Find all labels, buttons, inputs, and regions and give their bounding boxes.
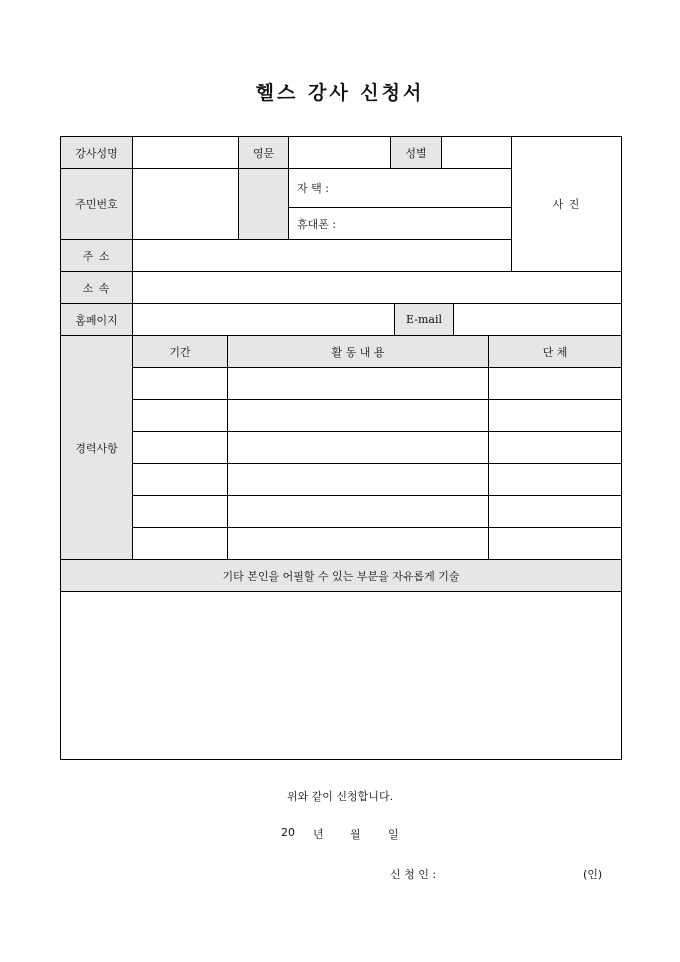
email-field[interactable] xyxy=(453,303,622,336)
career-organization-field[interactable] xyxy=(488,399,622,432)
date-year-unit: 년 xyxy=(313,828,324,841)
gender-field[interactable] xyxy=(441,136,512,169)
applicant-label: 신 청 인 : xyxy=(390,868,437,881)
career-period-field[interactable] xyxy=(132,495,228,528)
career-activity-field[interactable] xyxy=(227,495,489,528)
home-phone-field[interactable]: 자 택 : xyxy=(288,168,512,208)
period-header: 기간 xyxy=(132,335,228,368)
address-label: 주 소 xyxy=(60,239,133,272)
career-organization-field[interactable] xyxy=(488,463,622,496)
homepage-field[interactable] xyxy=(132,303,395,336)
other-textarea[interactable] xyxy=(60,591,622,760)
address-field[interactable] xyxy=(132,239,512,272)
homepage-label: 홈페이지 xyxy=(60,303,133,336)
other-heading: 기타 본인을 어필할 수 있는 부분을 자유롭게 기술 xyxy=(60,559,622,592)
career-period-field[interactable] xyxy=(132,367,228,400)
career-activity-field[interactable] xyxy=(227,399,489,432)
career-organization-field[interactable] xyxy=(488,495,622,528)
statement: 위와 같이 신청합니다. xyxy=(286,790,394,803)
name-field[interactable] xyxy=(132,136,239,169)
english-label: 영문 xyxy=(238,136,289,169)
career-organization-field[interactable] xyxy=(488,527,622,560)
career-period-field[interactable] xyxy=(132,463,228,496)
name-label: 강사성명 xyxy=(60,136,133,169)
id-number-label: 주민번호 xyxy=(60,168,133,240)
id-number-field[interactable] xyxy=(132,168,239,240)
affiliation-field[interactable] xyxy=(132,271,622,304)
career-activity-field[interactable] xyxy=(227,367,489,400)
career-period-field[interactable] xyxy=(132,399,228,432)
date-day-unit: 일 xyxy=(388,828,399,841)
activity-header: 활 동 내 용 xyxy=(227,335,489,368)
career-period-field[interactable] xyxy=(132,431,228,464)
career-activity-field[interactable] xyxy=(227,431,489,464)
mobile-field[interactable]: 휴대폰 : xyxy=(288,207,512,240)
photo-box[interactable]: 사 진 xyxy=(511,136,622,272)
english-name-field[interactable] xyxy=(288,136,391,169)
career-organization-field[interactable] xyxy=(488,431,622,464)
form-title: 헬스 강사 신청서 xyxy=(255,82,425,104)
career-period-field[interactable] xyxy=(132,527,228,560)
career-activity-field[interactable] xyxy=(227,463,489,496)
organization-header: 단 체 xyxy=(488,335,622,368)
applicant-name-field[interactable] xyxy=(460,866,570,880)
email-label: E-mail xyxy=(394,303,454,336)
date-year: 20 xyxy=(281,826,295,839)
career-activity-field[interactable] xyxy=(227,527,489,560)
contact-spacer xyxy=(238,168,289,240)
gender-label: 성별 xyxy=(390,136,442,169)
career-label: 경력사항 xyxy=(60,335,133,560)
career-organization-field[interactable] xyxy=(488,367,622,400)
seal: (인) xyxy=(583,868,603,881)
affiliation-label: 소 속 xyxy=(60,271,133,304)
date-month-unit: 월 xyxy=(350,828,361,841)
